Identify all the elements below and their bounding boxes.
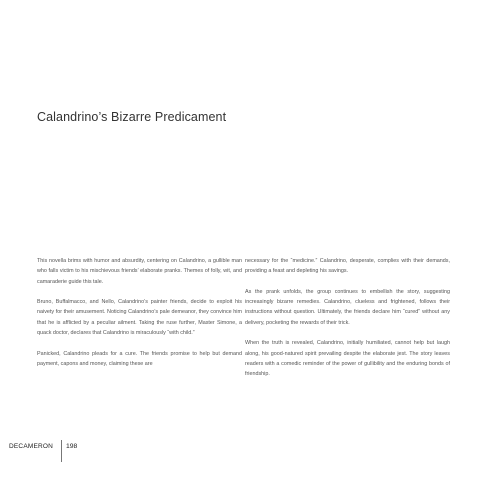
page-title: Calandrino’s Bizarre Predicament bbox=[37, 110, 227, 124]
paragraph: necessary for the “medicine.” Calandrino, desperate, complies with their demands, providing a feast and depleting his savings. bbox=[245, 258, 450, 275]
paragraph: This novella brims with humor and absurdity, centering on Calandrino, a gullible man who falls victim to his mischievous friends’ elaborate pranks. Themes of folly, wit, and camaraderie guide this tale. bbox=[37, 258, 242, 285]
paragraph: When the truth is revealed, Calandrino, initially humiliated, cannot help but laugh along, his good-natured spirit prevailing despite the elaborate jest. The story leaves readers with a comedic reminder of the power of gullibility and the enduring bonds of friendship. bbox=[245, 340, 450, 378]
page-footer bbox=[0, 440, 480, 470]
footer-divider bbox=[61, 440, 62, 462]
text-column-left bbox=[37, 256, 242, 369]
paragraph: Panicked, Calandrino pleads for a cure. The friends promise to help but demand payment, capons and money, claiming these are bbox=[37, 350, 242, 367]
page-number: 198 bbox=[66, 443, 78, 450]
text-column-right bbox=[245, 256, 450, 380]
paragraph: As the prank unfolds, the group continues to embellish the story, suggesting increasingly bizarre remedies. Calandrino, clueless and frightened, follows their instructions without question. Ultimately, the friends declare him “cured” without any delivery, pocketing the rewards of their trick. bbox=[245, 288, 450, 326]
paragraph: Bruno, Buffalmacco, and Nello, Calandrino’s painter friends, decide to exploit his naivety for their amusement. Noticing Calandrino’s pale demeanor, they convince him that he is afflicted by a peculiar ailment. Taking the ruse further, Master Simone, a quack doctor, declares that Calandrino is miraculously “with child.” bbox=[37, 299, 242, 337]
running-footer-title: DECAMERON bbox=[9, 443, 54, 450]
